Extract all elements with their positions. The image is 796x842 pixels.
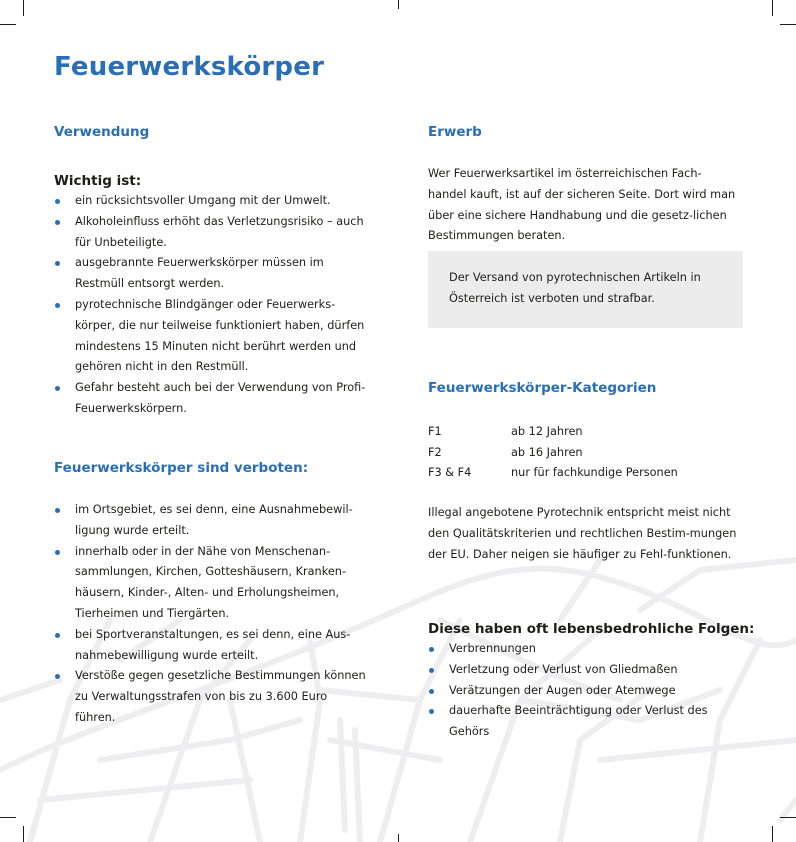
bullet-icon <box>55 508 60 513</box>
shipping-note-text: Der Versand von pyrotechnischen Artikeln in Österreich ist verboten und strafbar. <box>449 271 701 305</box>
category-description: ab 12 Jahren <box>511 424 583 438</box>
bullet-icon <box>429 647 434 652</box>
usage-list <box>54 191 369 420</box>
subheading-consequences: Diese haben oft lebensbedrohliche Folgen: <box>428 621 755 637</box>
crop-mark <box>772 826 773 842</box>
crop-mark <box>398 0 399 9</box>
prohibited-list <box>54 500 369 729</box>
list-item: pyrotechnische Blindgänger oder Feuerwerks-körper, die nur teilweise funktioniert haben, dürfen mindestens 15 Minuten nicht berührt werden und gehören nicht in den Restmüll. <box>54 295 369 378</box>
section-heading-usage: Verwendung <box>54 124 150 140</box>
category-code: F2 <box>428 445 442 459</box>
crop-mark <box>780 817 796 818</box>
categories-table <box>428 421 678 483</box>
section-heading-purchase: Erwerb <box>428 124 482 140</box>
consequences-list <box>428 639 738 743</box>
shipping-note-box <box>428 251 743 328</box>
bullet-icon <box>55 674 60 679</box>
page-title: Feuerwerkskörper <box>54 52 325 82</box>
list-item: ausgebrannte Feuerwerkskörper müssen im Restmüll entsorgt werden. <box>54 253 369 295</box>
list-item: Verstöße gegen gesetzliche Bestimmungen können zu Verwaltungsstrafen von bis zu 3.600 Euro führen. <box>54 666 369 728</box>
illegal-pyrotechnics-text: Illegal angebotene Pyrotechnik entspricht meist nicht den Qualitätskriterien und rechtlichen Bestim-mungen der EU. Daher neigen sie häufiger zu Fehl-funktionen. <box>428 506 737 561</box>
bullet-icon <box>55 261 60 266</box>
subheading-important: Wichtig ist: <box>54 173 142 189</box>
section-heading-categories: Feuerwerkskörper-Kategorien <box>428 380 657 396</box>
table-row <box>428 442 678 463</box>
list-item: im Ortsgebiet, es sei denn, eine Ausnahmebewil-ligung wurde erteilt. <box>54 500 369 542</box>
bullet-icon <box>55 303 60 308</box>
crop-mark <box>398 834 399 842</box>
list-item: ein rücksichtsvoller Umgang mit der Umwelt. <box>54 191 369 212</box>
purchase-text: Wer Feuerwerksartikel im österreichischen Fach-handel kauft, ist auf der sicheren Seite. Dort wird man über eine sichere Handhabung und die gesetz-lichen Bestimmungen beraten. <box>428 167 736 243</box>
list-item: Verletzung oder Verlust von Gliedmaßen <box>428 660 738 681</box>
bullet-icon <box>429 709 434 714</box>
category-description: ab 16 Jahren <box>511 445 583 459</box>
crop-mark <box>772 0 773 16</box>
bullet-icon <box>55 633 60 638</box>
bullet-icon <box>429 689 434 694</box>
list-item: Verätzungen der Augen oder Atemwege <box>428 681 738 702</box>
category-description: nur für fachkundige Personen <box>511 466 678 480</box>
bullet-icon <box>55 550 60 555</box>
section-heading-prohibited: Feuerwerkskörper sind verboten: <box>54 460 309 476</box>
bullet-icon <box>55 220 60 225</box>
list-item: Verbrennungen <box>428 639 738 660</box>
list-item: Alkoholeinfluss erhöht das Verletzungsrisiko – auch für Unbeteiligte. <box>54 212 369 254</box>
list-item: dauerhafte Beeinträchtigung oder Verlust des Gehörs <box>428 701 738 743</box>
crop-mark <box>23 826 24 842</box>
bullet-icon <box>429 668 434 673</box>
table-row <box>428 421 678 442</box>
crop-mark <box>23 0 24 16</box>
category-code: F1 <box>428 424 442 438</box>
list-item: Gefahr besteht auch bei der Verwendung von Profi-Feuerwerkskörpern. <box>54 378 369 420</box>
list-item: bei Sportveranstaltungen, es sei denn, eine Aus-nahmebewilligung wurde erteilt. <box>54 625 369 667</box>
crop-mark <box>780 24 796 25</box>
bullet-icon <box>55 386 60 391</box>
table-row <box>428 463 678 484</box>
crop-mark <box>0 24 16 25</box>
bullet-icon <box>55 199 60 204</box>
category-code: F3 & F4 <box>428 466 472 480</box>
list-item: innerhalb oder in der Nähe von Menschenan-sammlungen, Kirchen, Gotteshäusern, Kranken-häusern, Kinder-, Alten- und Erholungsheimen, Tierheimen und Tiergärten. <box>54 542 369 625</box>
crop-mark <box>0 817 16 818</box>
